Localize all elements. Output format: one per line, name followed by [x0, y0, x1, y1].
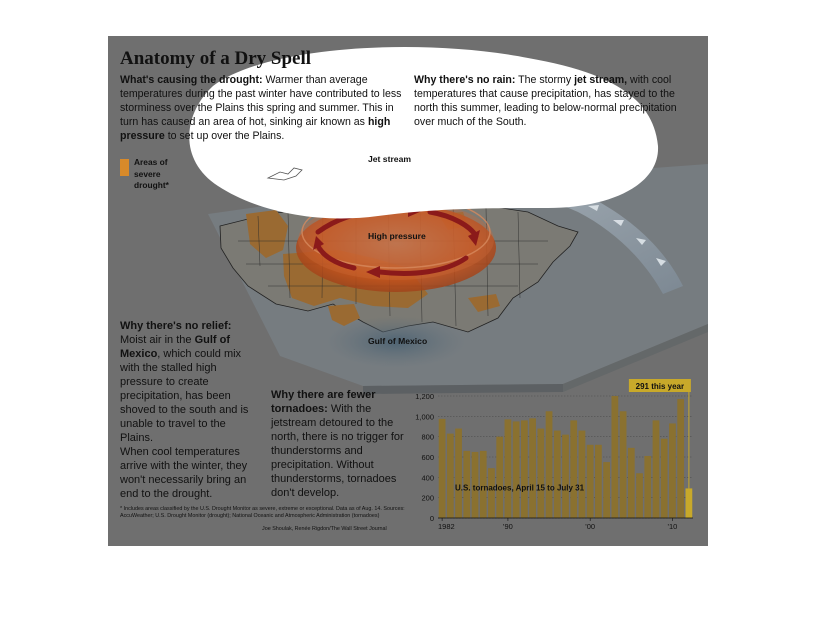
- drought-cause-body-a: Warmer than average temperatures during the past winter have contributed to less storminess over the Plains this spring and summer. This in turn has caused an area of hot, sinking air known as: [120, 74, 402, 128]
- drought-cause-heading: What's causing the drought:: [120, 74, 263, 86]
- y-tick-label: 800: [421, 432, 434, 442]
- bar-1993: [529, 418, 536, 518]
- bar-2003: [611, 396, 618, 518]
- bar-2006: [636, 473, 643, 518]
- bar-1991: [513, 421, 520, 518]
- gulf-emphasis: Gulf of Mexico: [120, 334, 231, 360]
- infographic-title: Anatomy of a Dry Spell: [120, 48, 312, 69]
- bar-2010: [669, 423, 676, 518]
- no-relief-heading: Why there's no relief:: [120, 320, 232, 332]
- y-tick-label: 200: [421, 493, 434, 503]
- no-relief-body-b: , which could mix with the stalled high pressure to create precipitation, has been shoved to the south and is unable to travel to the Plains.: [120, 348, 249, 444]
- infographic-panel: [108, 36, 708, 546]
- x-tick-label: 1982: [438, 522, 455, 531]
- y-tick-label: 600: [421, 453, 434, 462]
- bar-1997: [562, 435, 569, 518]
- bar-1998: [570, 420, 577, 518]
- gulf-of-mexico-label: Gulf of Mexico: [368, 336, 428, 346]
- bar-2000: [587, 445, 594, 518]
- high-pressure-emphasis: high pressure: [120, 116, 391, 142]
- bar-2001: [595, 445, 602, 518]
- bar-1994: [537, 429, 544, 518]
- bar-2012: [686, 488, 693, 518]
- fewer-tornadoes-heading: Why there are fewer tornadoes:: [271, 389, 376, 415]
- no-rain-body-a: The stormy: [515, 74, 575, 86]
- bar-1983: [447, 434, 454, 518]
- drought-cause-text: [120, 73, 405, 143]
- bar-2004: [620, 411, 627, 518]
- tornado-chart: [398, 376, 698, 536]
- credit: Joe Shoulak, Renée Rigdon/The Wall Street Journal: [262, 526, 387, 532]
- callout-label: 291 this year: [635, 382, 685, 391]
- bar-1999: [579, 431, 586, 518]
- bar-1992: [521, 420, 528, 518]
- x-tick-label: '00: [585, 522, 596, 531]
- no-relief-body-a: Moist air in the: [120, 334, 195, 346]
- footnote: * Includes areas classified by the U.S. Drought Monitor as severe, extreme or exceptional. Data as of Aug. 14. Sources: AccuWeather; U.S. Drought Monitor (drought); National Oceanic and Atmospheric Administration (tornadoes): [120, 506, 405, 519]
- y-tick-label: 1,000: [415, 412, 434, 422]
- bar-1984: [455, 429, 462, 518]
- x-tick-label: '10: [667, 522, 678, 531]
- chart-title: U.S. tornadoes, April 15 to July 31: [455, 483, 585, 493]
- bar-1996: [554, 431, 561, 518]
- high-pressure-label: High pressure: [368, 231, 426, 241]
- x-tick-label: '90: [503, 522, 513, 531]
- no-relief-body-c: When cool temperatures arrive with the winter, they won't necessarily bring an end to the drought.: [120, 446, 248, 500]
- no-rain-body-b: with cool temperatures that cause precipitation, has stayed to the north this summer, leading to below-normal precipitation over much of the South.: [414, 74, 677, 128]
- no-rain-heading: Why there's no rain:: [414, 74, 516, 86]
- y-tick-label: 0: [429, 514, 434, 523]
- fewer-tornadoes-text: [271, 388, 406, 500]
- bar-1989: [496, 437, 503, 518]
- bar-2007: [644, 456, 651, 518]
- drought-cause-body-b: to set up over the Plains.: [164, 130, 285, 142]
- bar-1995: [546, 411, 553, 518]
- bar-2008: [653, 420, 660, 518]
- y-tick-label: 400: [421, 473, 434, 483]
- legend-swatch: [120, 159, 129, 176]
- jet-stream-label: Jet stream: [368, 154, 411, 164]
- bar-1988: [488, 468, 495, 518]
- bar-2011: [677, 399, 684, 518]
- y-tick-label: 1,200: [415, 392, 434, 401]
- no-relief-text: [120, 319, 258, 501]
- fewer-tornadoes-body: With the jetstream detoured to the north, there is no trigger for thunderstorms and precipitation. Without thunderstorms, tornadoes don't develop.: [271, 403, 404, 499]
- no-rain-text: [414, 73, 699, 129]
- bar-2009: [661, 439, 668, 518]
- bar-2002: [603, 462, 610, 518]
- bar-2005: [628, 448, 635, 518]
- jet-stream-emphasis: jet stream,: [574, 74, 628, 86]
- bar-1982: [439, 419, 446, 518]
- bar-1990: [505, 419, 512, 518]
- legend-label: Areas of severe drought*: [134, 157, 169, 190]
